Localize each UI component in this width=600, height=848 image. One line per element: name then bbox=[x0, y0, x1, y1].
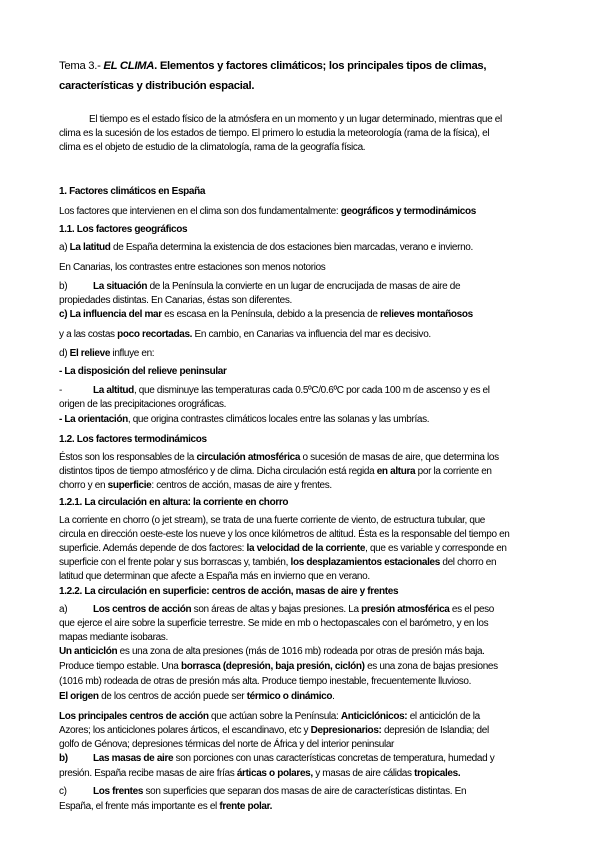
termodinamicos-l3: chorro y en superficie: centros de acción, masas de aire y frentes. bbox=[59, 480, 332, 491]
anticiclon-l1: Un anticiclón es una zona de alta presiones (más de 1016 mb) rodeada por otras de presión más baja. bbox=[59, 646, 485, 657]
section-1-2-2-heading: 1.2.2. La circulación en superficie: centros de acción, masas de aire y frentes bbox=[59, 586, 399, 597]
origen-centros: El origen de los centros de acción puede ser térmico o dinámico. bbox=[59, 691, 335, 702]
relieve-altitud: - La altitud, que disminuye las temperaturas cada 0.5ºC/0.6ºC por cada 100 m de ascenso y es el bbox=[59, 385, 490, 396]
termodinamicos-l2: distintos tipos de tiempo atmosférico y de clima. Dicha circulación está regida en altura por la corriente en bbox=[59, 466, 492, 477]
centros-accion-l1: a) Los centros de acción son áreas de altas y bajas presiones. La presión atmosférica es el peso bbox=[59, 604, 495, 615]
relieve-altitud-l2: origen de las precipitaciones orográficas. bbox=[59, 399, 227, 410]
intro-paragraph-l3: clima es el objeto de estudio de la climatología, rama de la geografía física. bbox=[59, 142, 366, 153]
section-1-2-1-heading: 1.2.1. La circulación en altura: la corriente en chorro bbox=[59, 497, 289, 508]
doc-title-cont: características y distribución espacial. bbox=[59, 80, 255, 92]
relieve-disposicion: - La disposición del relieve peninsular bbox=[59, 366, 227, 377]
chorro-l4: superficie con el frente polar y sus borrascas y, también, los desplazamientos estacionales del chorro en bbox=[59, 557, 497, 568]
chorro-l3: superficie. Además depende de dos factores: la velocidad de la corriente, que es variable y corresponde en bbox=[59, 543, 507, 554]
canarias-note: En Canarias, los contrastes entre estaciones son menos notorios bbox=[59, 262, 326, 273]
item-b-situacion-l2: propiedades distintas. En Canarias, éstas son diferentes. bbox=[59, 295, 292, 306]
item-c-mar: c) La influencia del mar es escasa en la Península, debido a la presencia de relieves montañosos bbox=[59, 309, 473, 320]
intro-paragraph: El tiempo es el estado físico de la atmósfera en un momento y un lugar determinado, mientras que el bbox=[89, 114, 502, 125]
anticiclon-l2: Produce tiempo estable. Una borrasca (depresión, baja presión, ciclón) es una zona de bajas presiones bbox=[59, 661, 498, 672]
section-1-1-heading: 1.1. Los factores geográficos bbox=[59, 224, 188, 235]
relieve-orientacion: - La orientación, que origina contrastes climáticos locales entre las solanas y las umbrías. bbox=[59, 414, 430, 425]
principales-centros-l1: Los principales centros de acción que actúan sobre la Península: Anticiclónicos: el anticiclón de la bbox=[59, 711, 480, 722]
chorro-l2: circula en dirección oeste-este los nueve y los once kilómetros de altitud. Ésta es la responsable del tiempo en bbox=[59, 529, 510, 540]
item-b-situacion: b) La situación de la Península la convierte en un lugar de encrucijada de masas de aire de bbox=[59, 281, 461, 292]
intro-paragraph-l2: clima es la sucesión de los estados de tiempo. El primero lo estudia la meteorología (rama de la física), el bbox=[59, 128, 490, 139]
principales-centros-l3: golfo de Génova; depresiones térmicas del norte de África y del interior peninsular bbox=[59, 739, 395, 750]
item-a-latitud: a) La latitud de España determina la existencia de dos estaciones bien marcadas, verano e invierno. bbox=[59, 242, 473, 253]
termodinamicos-l1: Éstos son los responsables de la circulación atmosférica o sucesión de masas de aire, que determina los bbox=[59, 452, 499, 463]
centros-accion-l3: mapas mediante isobaras. bbox=[59, 632, 168, 643]
item-d-relieve: d) El relieve influye en: bbox=[59, 348, 155, 359]
masas-aire-l2: presión. España recibe masas de aire frías árticas o polares, y masas de aire cálidas tropicales. bbox=[59, 768, 461, 779]
centros-accion-l2: que ejerce el aire sobre la superficie terrestre. Se mide en mb o hectopascales con el barómetro, y en los bbox=[59, 618, 489, 629]
masas-aire-l1: b) Las masas de aire son porciones con unas características concretas de temperatura, humedad y bbox=[59, 753, 495, 764]
section-1-intro: Los factores que intervienen en el clima son dos fundamentalmente: geográficos y termodinámicos bbox=[59, 206, 476, 217]
frentes-l1: c) Los frentes son superficies que separan dos masas de aire de características distintas. En bbox=[59, 786, 467, 797]
item-c-mar-l2: y a las costas poco recortadas. En cambio, en Canarias va influencia del mar es decisivo. bbox=[59, 329, 431, 340]
chorro-l1: La corriente en chorro (o jet stream), se trata de una fuerte corriente de viento, de estructura tubular, que bbox=[59, 515, 485, 526]
section-1-2-heading: 1.2. Los factores termodinámicos bbox=[59, 434, 207, 445]
chorro-l5: latitud que determinan que afecte a España más en invierno que en verano. bbox=[59, 571, 370, 582]
frentes-l2: España, el frente más importante es el frente polar. bbox=[59, 801, 273, 812]
section-1-heading: 1. Factores climáticos en España bbox=[59, 186, 206, 197]
anticiclon-l3: (1016 mb) rodeada de otras de presión más alta. Produce tiempo inestable, frecuentemente lluvioso. bbox=[59, 676, 472, 687]
doc-title: Tema 3.- EL CLIMA. Elementos y factores climáticos; los principales tipos de climas, bbox=[59, 60, 487, 72]
principales-centros-l2: Azores; los anticiclones polares árticos, el escandinavo, etc y Depresionarios: depresión de Islandia; del bbox=[59, 725, 489, 736]
